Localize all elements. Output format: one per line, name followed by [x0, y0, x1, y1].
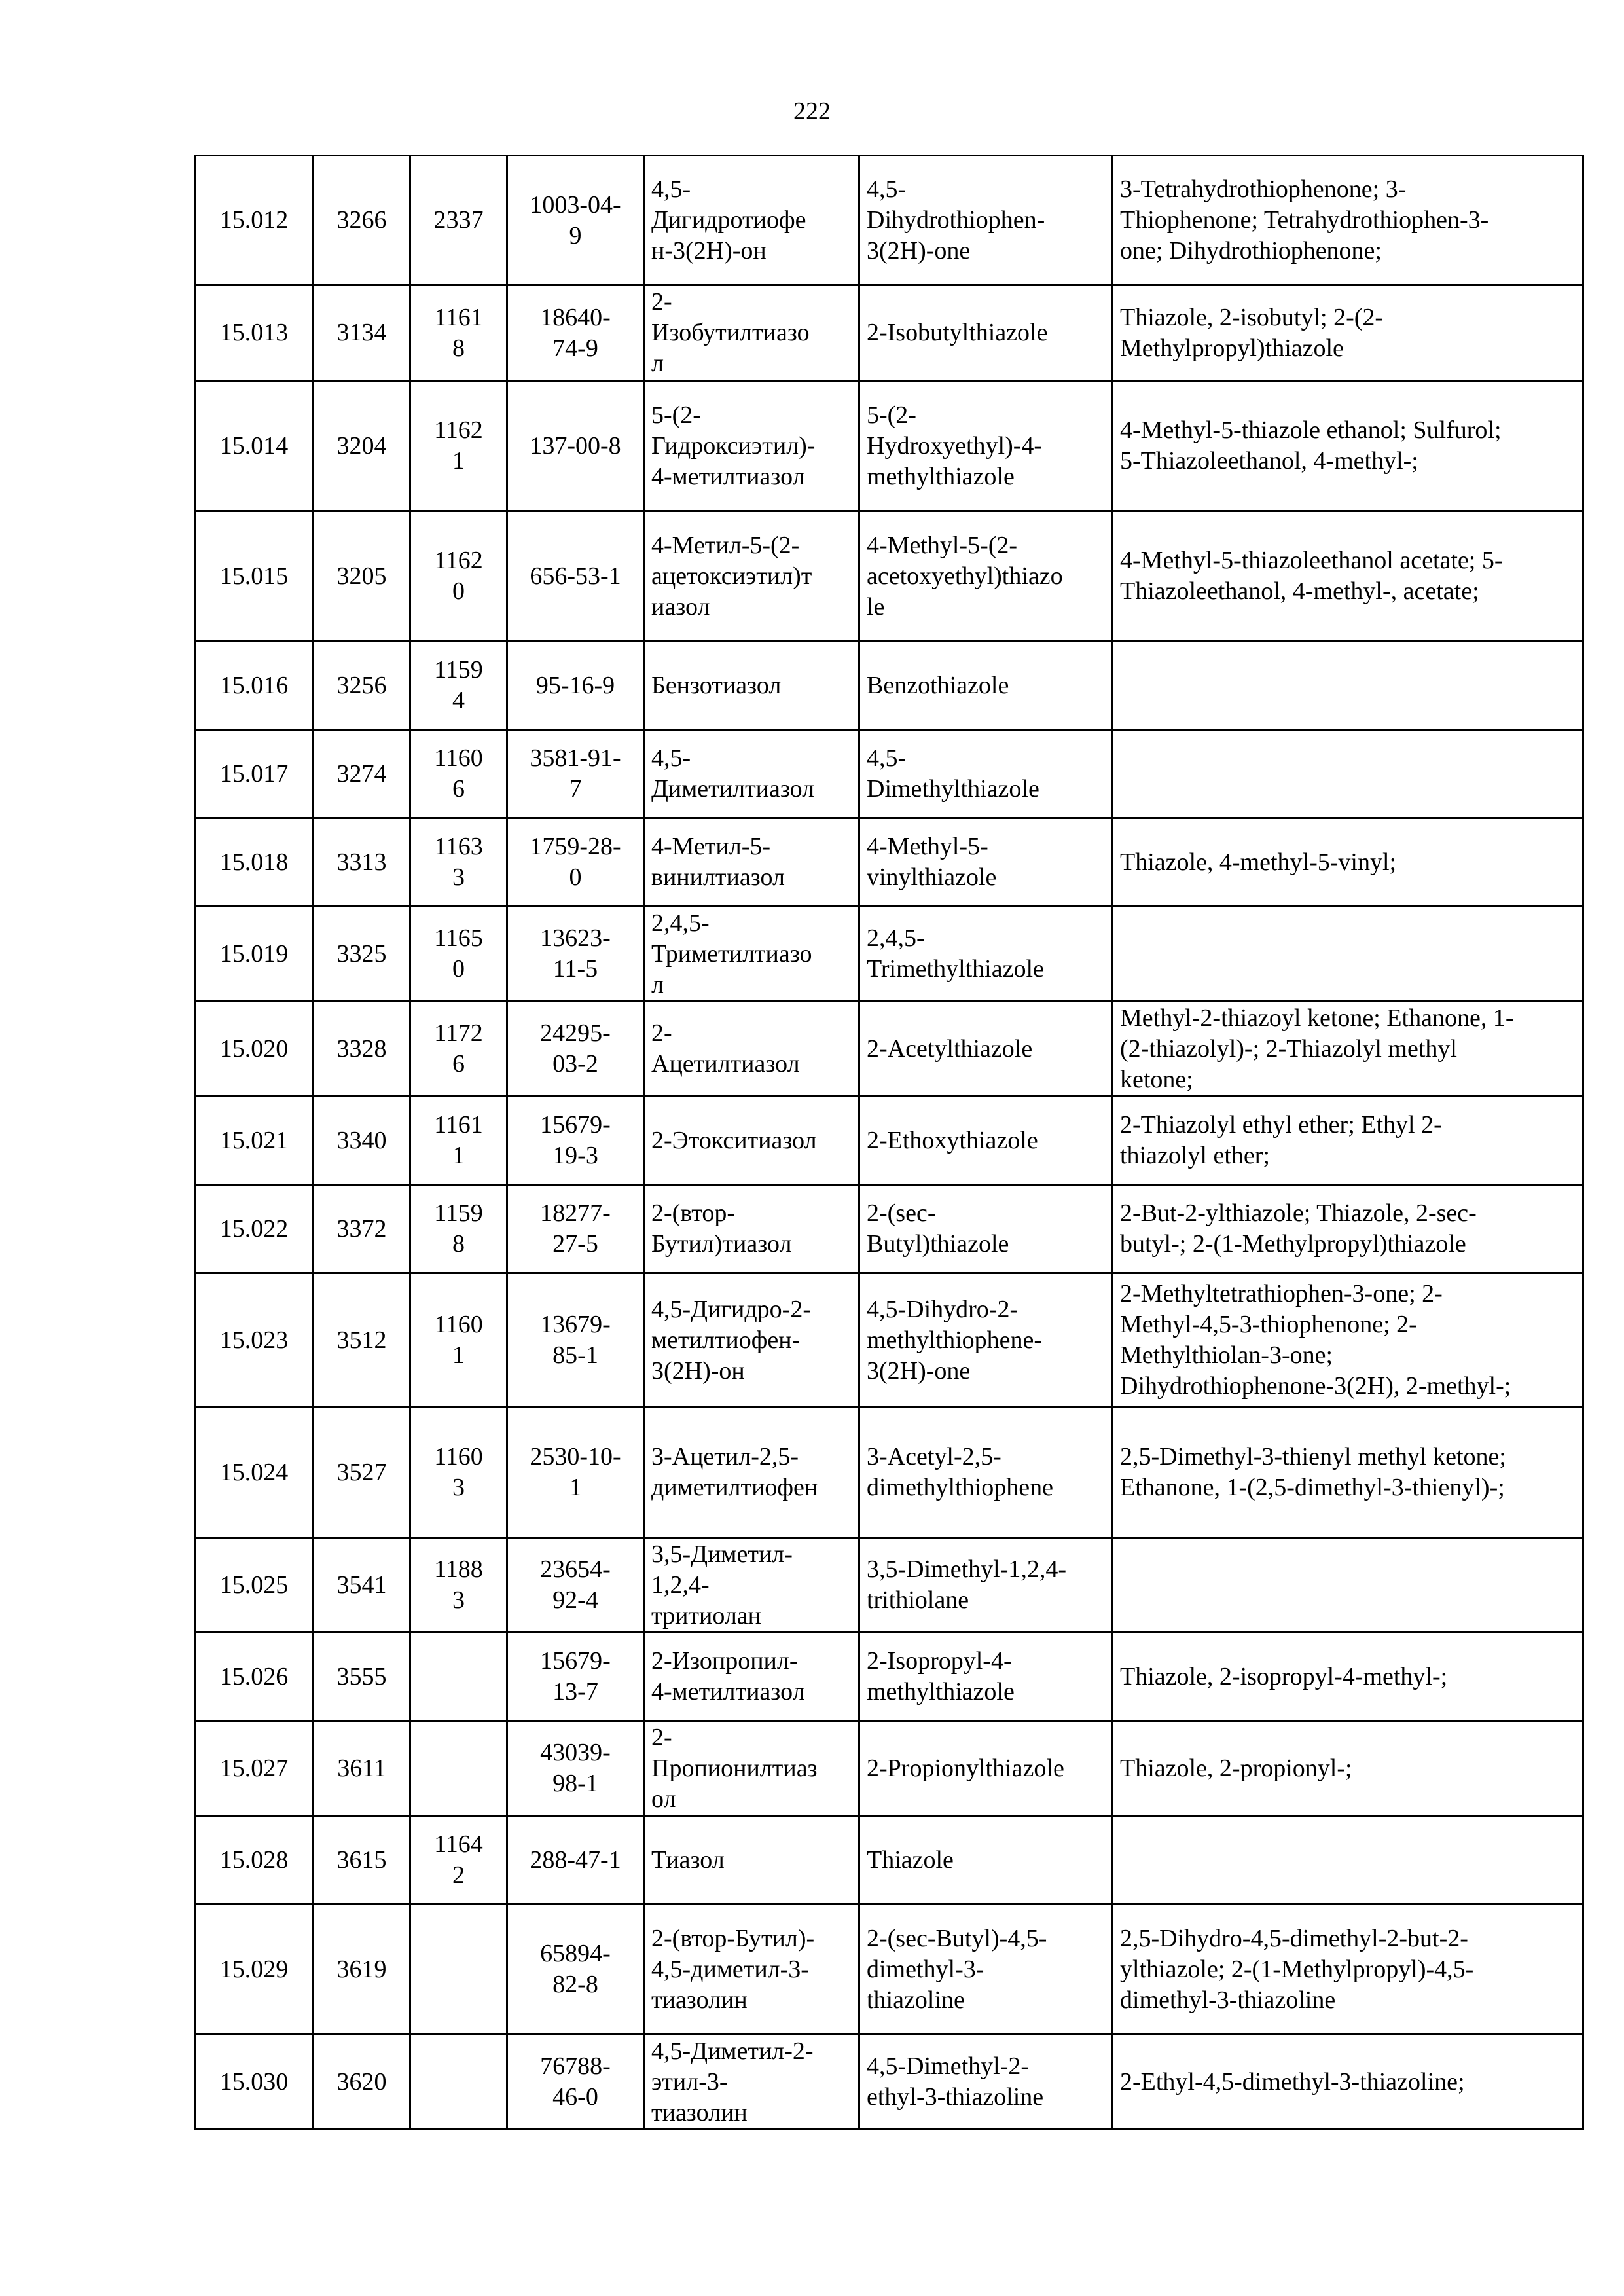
number-cell: 15.023 [195, 1273, 314, 1408]
cas-number-cell: 65894- 82-8 [507, 1904, 644, 2035]
fl-number-cell: 3313 [314, 818, 410, 907]
english-name-cell: 4-Methyl-5- vinylthiazole [859, 818, 1113, 907]
fl-number-cell: 3541 [314, 1538, 410, 1633]
coe-number-cell: 1162 1 [410, 381, 507, 511]
table-row [195, 818, 1583, 907]
synonyms-cell: 2,5-Dimethyl-3-thienyl methyl ketone; Ethanone, 1-(2,5-dimethyl-3-thienyl)-; [1113, 1408, 1583, 1538]
english-name-cell: 2-(sec- Butyl)thiazole [859, 1185, 1113, 1273]
cas-number-cell: 24295- 03-2 [507, 1002, 644, 1097]
cas-number-cell: 95-16-9 [507, 642, 644, 730]
cas-number-cell: 76788- 46-0 [507, 2035, 644, 2130]
table-row [195, 285, 1583, 381]
russian-name-cell: 4,5- Дигидротиофе н-3(2Н)-он [644, 156, 859, 285]
table-row [195, 1002, 1583, 1097]
table-row [195, 2035, 1583, 2130]
synonyms-cell [1113, 1538, 1583, 1633]
synonyms-cell: 4-Methyl-5-thiazole ethanol; Sulfurol; 5-Thiazoleethanol, 4-methyl-; [1113, 381, 1583, 511]
russian-name-cell: 2,4,5- Триметилтиазо л [644, 907, 859, 1002]
coe-number-cell: 1160 1 [410, 1273, 507, 1408]
table-row [195, 1185, 1583, 1273]
synonyms-cell: Methyl-2-thiazoyl ketone; Ethanone, 1- (2-thiazolyl)-; 2-Thiazolyl methyl ketone; [1113, 1002, 1583, 1097]
synonyms-cell: 2-Thiazolyl ethyl ether; Ethyl 2- thiazolyl ether; [1113, 1097, 1583, 1185]
table-row [195, 1097, 1583, 1185]
fl-number-cell: 3340 [314, 1097, 410, 1185]
number-cell: 15.030 [195, 2035, 314, 2130]
russian-name-cell: 2-(втор-Бутил)- 4,5-диметил-3- тиазолин [644, 1904, 859, 2035]
fl-number-cell: 3274 [314, 730, 410, 818]
number-cell: 15.019 [195, 907, 314, 1002]
russian-name-cell: 4-Метил-5-(2- ацетоксиэтил)т иазол [644, 511, 859, 642]
english-name-cell: 2-Ethoxythiazole [859, 1097, 1113, 1185]
synonyms-cell [1113, 1816, 1583, 1904]
cas-number-cell: 2530-10- 1 [507, 1408, 644, 1538]
synonyms-cell: Thiazole, 2-propionyl-; [1113, 1721, 1583, 1816]
cas-number-cell: 1003-04- 9 [507, 156, 644, 285]
coe-number-cell: 1164 2 [410, 1816, 507, 1904]
synonyms-cell [1113, 730, 1583, 818]
fl-number-cell: 3527 [314, 1408, 410, 1538]
russian-name-cell: 4-Метил-5- винилтиазол [644, 818, 859, 907]
fl-number-cell: 3611 [314, 1721, 410, 1816]
coe-number-cell: 1161 8 [410, 285, 507, 381]
fl-number-cell: 3328 [314, 1002, 410, 1097]
synonyms-cell: 2,5-Dihydro-4,5-dimethyl-2-but-2- ylthiazole; 2-(1-Methylpropyl)-4,5- dimethyl-3-thiazoline [1113, 1904, 1583, 2035]
fl-number-cell: 3372 [314, 1185, 410, 1273]
cas-number-cell: 18277- 27-5 [507, 1185, 644, 1273]
number-cell: 15.017 [195, 730, 314, 818]
number-cell: 15.022 [195, 1185, 314, 1273]
synonyms-cell: 2-Methyltetrathiophen-3-one; 2- Methyl-4,5-3-thiophenone; 2- Methylthiolan-3-one; Dihydrothiophenone-3(2H), 2-methyl-; [1113, 1273, 1583, 1408]
number-cell: 15.014 [195, 381, 314, 511]
coe-number-cell: 2337 [410, 156, 507, 285]
coe-number-cell: 1159 8 [410, 1185, 507, 1273]
fl-number-cell: 3204 [314, 381, 410, 511]
number-cell: 15.018 [195, 818, 314, 907]
russian-name-cell: 4,5-Диметил-2- этил-3- тиазолин [644, 2035, 859, 2130]
english-name-cell: 2-Isobutylthiazole [859, 285, 1113, 381]
cas-number-cell: 18640- 74-9 [507, 285, 644, 381]
table-row [195, 1633, 1583, 1721]
russian-name-cell: 2-(втор- Бутил)тиазол [644, 1185, 859, 1273]
cas-number-cell: 43039- 98-1 [507, 1721, 644, 1816]
coe-number-cell: 1160 3 [410, 1408, 507, 1538]
synonyms-cell: Thiazole, 2-isobutyl; 2-(2- Methylpropyl)thiazole [1113, 285, 1583, 381]
coe-number-cell: 1159 4 [410, 642, 507, 730]
cas-number-cell: 23654- 92-4 [507, 1538, 644, 1633]
table-row [195, 156, 1583, 285]
russian-name-cell: 5-(2- Гидроксиэтил)- 4-метилтиазол [644, 381, 859, 511]
cas-number-cell: 656-53-1 [507, 511, 644, 642]
english-name-cell: 2-Isopropyl-4- methylthiazole [859, 1633, 1113, 1721]
number-cell: 15.012 [195, 156, 314, 285]
table-row [195, 730, 1583, 818]
table-row [195, 642, 1583, 730]
fl-number-cell: 3134 [314, 285, 410, 381]
english-name-cell: 2-Propionylthiazole [859, 1721, 1113, 1816]
english-name-cell: 3-Acetyl-2,5- dimethylthiophene [859, 1408, 1113, 1538]
coe-number-cell: 1172 6 [410, 1002, 507, 1097]
russian-name-cell: 2- Пропионилтиаз ол [644, 1721, 859, 1816]
number-cell: 15.026 [195, 1633, 314, 1721]
english-name-cell: 4,5-Dimethyl-2- ethyl-3-thiazoline [859, 2035, 1113, 2130]
cas-number-cell: 13679- 85-1 [507, 1273, 644, 1408]
english-name-cell: 5-(2- Hydroxyethyl)-4- methylthiazole [859, 381, 1113, 511]
synonyms-cell [1113, 907, 1583, 1002]
russian-name-cell: 3-Ацетил-2,5- диметилтиофен [644, 1408, 859, 1538]
cas-number-cell: 15679- 13-7 [507, 1633, 644, 1721]
coe-number-cell [410, 1633, 507, 1721]
russian-name-cell: 2-Этокситиазол [644, 1097, 859, 1185]
cas-number-cell: 13623- 11-5 [507, 907, 644, 1002]
table-row [195, 1904, 1583, 2035]
russian-name-cell: 3,5-Диметил- 1,2,4- тритиолан [644, 1538, 859, 1633]
fl-number-cell: 3512 [314, 1273, 410, 1408]
english-name-cell: Thiazole [859, 1816, 1113, 1904]
table-row [195, 381, 1583, 511]
coe-number-cell: 1188 3 [410, 1538, 507, 1633]
russian-name-cell: 2-Изопропил- 4-метилтиазол [644, 1633, 859, 1721]
table-row [195, 1538, 1583, 1633]
english-name-cell: 2-Acetylthiazole [859, 1002, 1113, 1097]
coe-number-cell: 1160 6 [410, 730, 507, 818]
table-row [195, 907, 1583, 1002]
fl-number-cell: 3256 [314, 642, 410, 730]
cas-number-cell: 15679- 19-3 [507, 1097, 644, 1185]
synonyms-cell: 2-Ethyl-4,5-dimethyl-3-thiazoline; [1113, 2035, 1583, 2130]
number-cell: 15.015 [195, 511, 314, 642]
coe-number-cell [410, 1904, 507, 2035]
fl-number-cell: 3266 [314, 156, 410, 285]
synonyms-cell: Thiazole, 4-methyl-5-vinyl; [1113, 818, 1583, 907]
coe-number-cell [410, 2035, 507, 2130]
coe-number-cell: 1162 0 [410, 511, 507, 642]
english-name-cell: 2-(sec-Butyl)-4,5- dimethyl-3- thiazoline [859, 1904, 1113, 2035]
coe-number-cell: 1165 0 [410, 907, 507, 1002]
cas-number-cell: 288-47-1 [507, 1816, 644, 1904]
english-name-cell: 2,4,5- Trimethylthiazole [859, 907, 1113, 1002]
english-name-cell: 4,5- Dimethylthiazole [859, 730, 1113, 818]
number-cell: 15.021 [195, 1097, 314, 1185]
synonyms-cell: 3-Tetrahydrothiophenone; 3- Thiophenone; Tetrahydrothiophen-3- one; Dihydrothiophenone; [1113, 156, 1583, 285]
table-row [195, 1408, 1583, 1538]
number-cell: 15.020 [195, 1002, 314, 1097]
number-cell: 15.016 [195, 642, 314, 730]
russian-name-cell: 4,5- Диметилтиазол [644, 730, 859, 818]
table-row [195, 1273, 1583, 1408]
fl-number-cell: 3555 [314, 1633, 410, 1721]
fl-number-cell: 3325 [314, 907, 410, 1002]
number-cell: 15.028 [195, 1816, 314, 1904]
russian-name-cell: Тиазол [644, 1816, 859, 1904]
english-name-cell: 4,5-Dihydro-2- methylthiophene- 3(2H)-one [859, 1273, 1113, 1408]
cas-number-cell: 137-00-8 [507, 381, 644, 511]
table-row [195, 1816, 1583, 1904]
fl-number-cell: 3619 [314, 1904, 410, 2035]
synonyms-cell: 2-But-2-ylthiazole; Thiazole, 2-sec- butyl-; 2-(1-Methylpropyl)thiazole [1113, 1185, 1583, 1273]
synonyms-cell [1113, 642, 1583, 730]
coe-number-cell [410, 1721, 507, 1816]
english-name-cell: 3,5-Dimethyl-1,2,4- trithiolane [859, 1538, 1113, 1633]
synonyms-cell: 4-Methyl-5-thiazoleethanol acetate; 5- Thiazoleethanol, 4-methyl-, acetate; [1113, 511, 1583, 642]
fl-number-cell: 3615 [314, 1816, 410, 1904]
number-cell: 15.027 [195, 1721, 314, 1816]
fl-number-cell: 3620 [314, 2035, 410, 2130]
english-name-cell: Benzothiazole [859, 642, 1113, 730]
page-number: 222 [793, 98, 831, 125]
number-cell: 15.025 [195, 1538, 314, 1633]
fl-number-cell: 3205 [314, 511, 410, 642]
number-cell: 15.013 [195, 285, 314, 381]
russian-name-cell: 2- Ацетилтиазол [644, 1002, 859, 1097]
table-row [195, 1721, 1583, 1816]
english-name-cell: 4,5- Dihydrothiophen- 3(2H)-one [859, 156, 1113, 285]
russian-name-cell: Бензотиазол [644, 642, 859, 730]
coe-number-cell: 1163 3 [410, 818, 507, 907]
cas-number-cell: 3581-91- 7 [507, 730, 644, 818]
russian-name-cell: 2- Изобутилтиазо л [644, 285, 859, 381]
coe-number-cell: 1161 1 [410, 1097, 507, 1185]
synonyms-cell: Thiazole, 2-isopropyl-4-methyl-; [1113, 1633, 1583, 1721]
flavouring-substances-table [194, 155, 1584, 2130]
cas-number-cell: 1759-28- 0 [507, 818, 644, 907]
table-row [195, 511, 1583, 642]
number-cell: 15.024 [195, 1408, 314, 1538]
number-cell: 15.029 [195, 1904, 314, 2035]
english-name-cell: 4-Methyl-5-(2- acetoxyethyl)thiazo le [859, 511, 1113, 642]
russian-name-cell: 4,5-Дигидро-2- метилтиофен- 3(2Н)-он [644, 1273, 859, 1408]
